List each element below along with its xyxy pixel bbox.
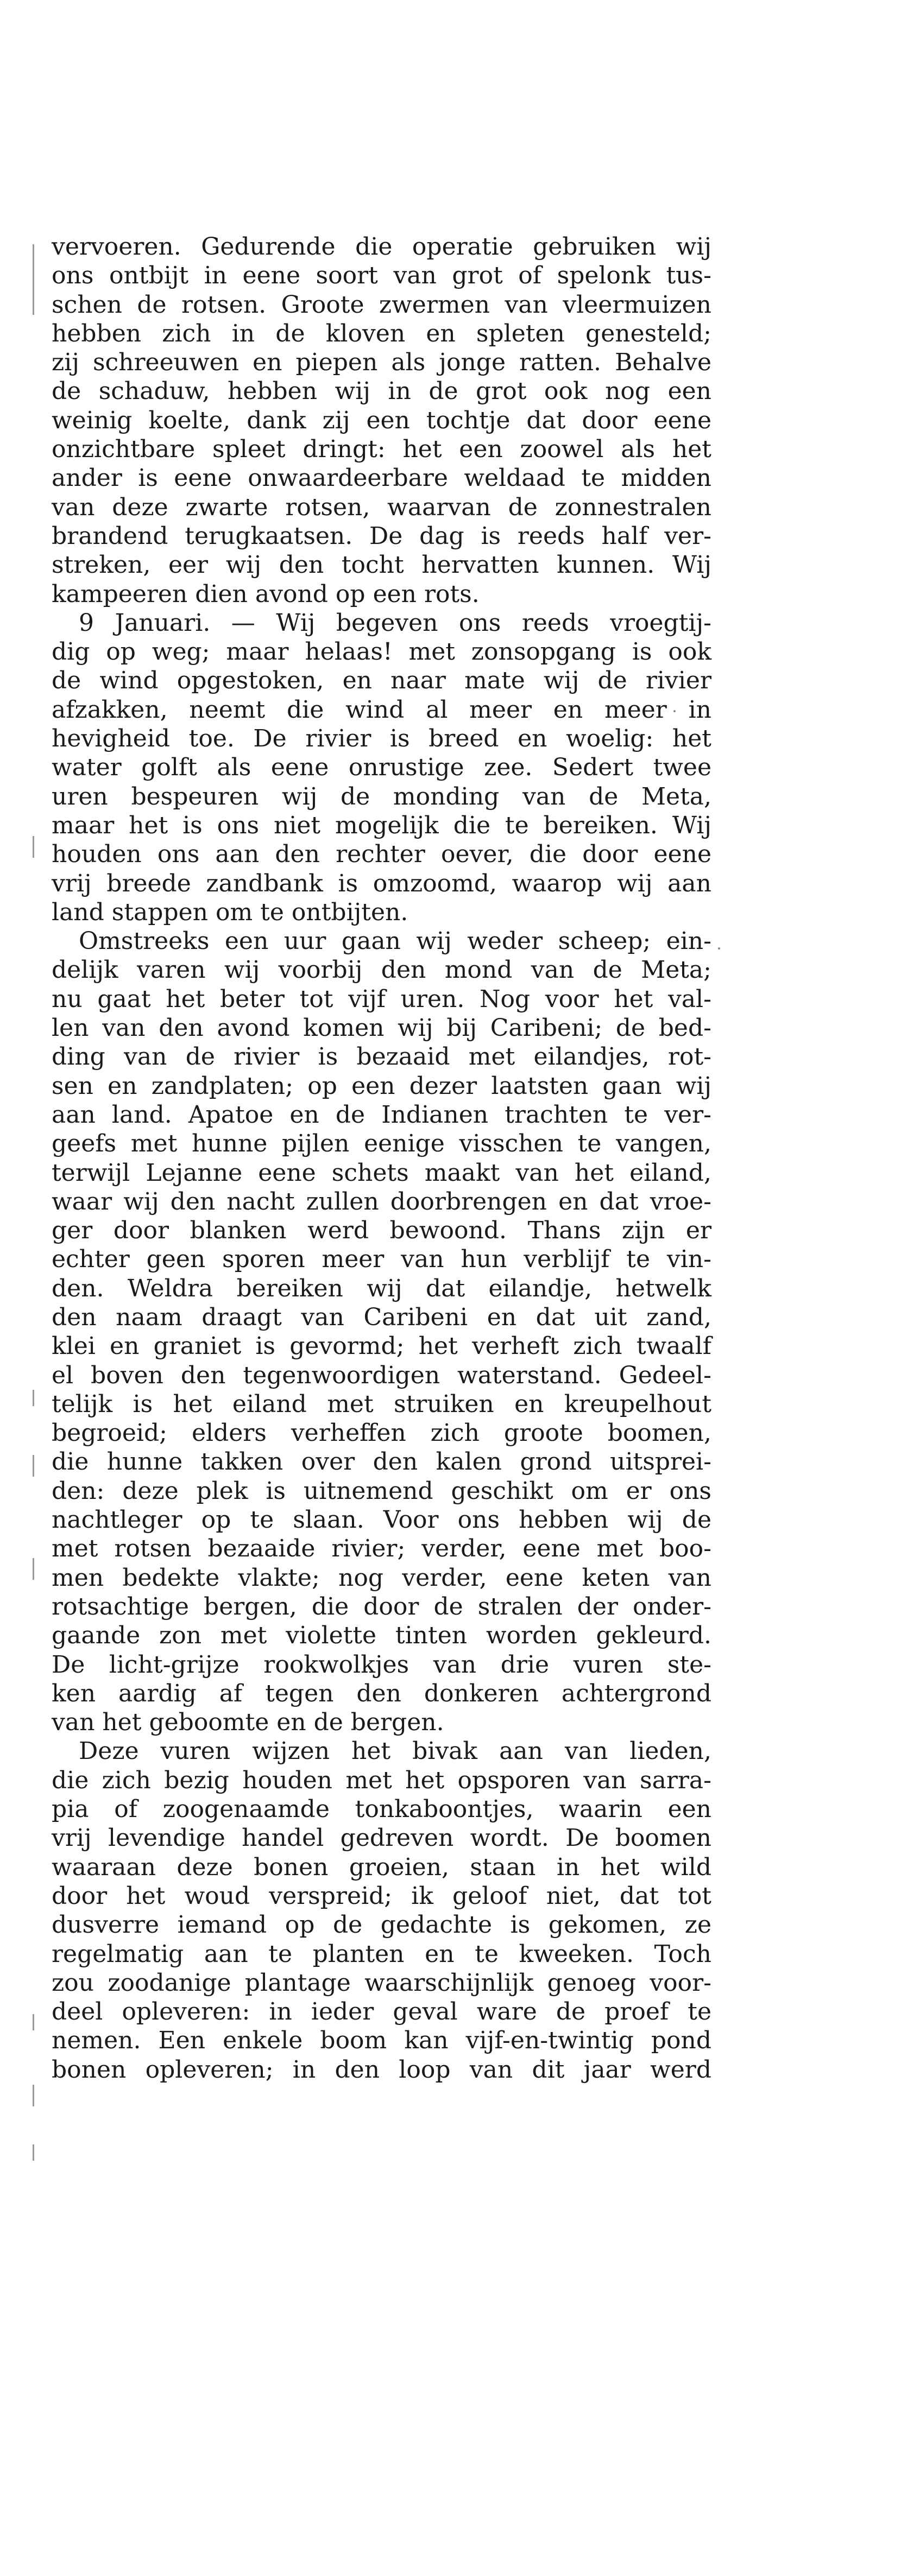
text-line: Omstreeks een uur gaan wij weder scheep; ein-: [79, 927, 711, 955]
text-line: Deze vuren wijzen het bivak aan van lieden,: [79, 1737, 711, 1765]
text-line: sen en zandplaten; op een dezer laatsten gaan wij: [52, 1072, 711, 1100]
text-line: ken aardig af tegen den donkeren achtergrond: [52, 1679, 711, 1707]
margin-mark: [33, 1390, 34, 1406]
text-line: den: deze plek is uitnemend geschikt om er ons: [52, 1477, 711, 1505]
text-line: deel opleveren: in ieder geval ware de proef te: [52, 1998, 711, 2026]
text-line: men bedekte vlakte; nog verder, eene keten van: [52, 1564, 711, 1592]
text-line: hebben zich in de kloven en spleten genesteld;: [52, 319, 711, 347]
text-line: ger door blanken werd bewoond. Thans zijn er: [52, 1217, 711, 1245]
text-line: vervoeren. Gedurende die operatie gebruiken wij: [52, 233, 711, 261]
text-line: de schaduw, hebben wij in de grot ook nog een: [52, 377, 711, 406]
text-line: regelmatig aan te planten en te kweeken. Toch: [52, 1940, 711, 1968]
text-line: gaande zon met violette tinten worden gekleurd.: [52, 1622, 711, 1650]
text-line: den. Weldra bereiken wij dat eilandje, hetwelk: [52, 1274, 711, 1302]
text-line: de wind opgestoken, en naar mate wij de rivier: [52, 667, 711, 695]
paragraph: [52, 1737, 711, 2084]
paragraph: [52, 609, 711, 927]
text-line: hevigheid toe. De rivier is breed en woelig: het: [52, 725, 711, 753]
text-line: nemen. Een enkele boom kan vijf-en-twintig pond: [52, 2027, 711, 2055]
text-line: uren bespeuren wij de monding van de Meta,: [52, 782, 711, 811]
text-line: ding van de rivier is bezaaid met eilandjes, rot-: [52, 1043, 711, 1071]
text-line: door het woud verspreid; ik geloof niet, dat tot: [52, 1882, 711, 1910]
text-line: terwijl Lejanne eene schets maakt van het eiland,: [52, 1159, 711, 1187]
text-line: met rotsen bezaaide rivier; verder, eene met boo-: [52, 1535, 711, 1563]
text-line: maar het is ons niet mogelijk die te bereiken. Wij: [52, 811, 711, 839]
text-line: geefs met hunne pijlen eenige visschen te vangen,: [52, 1130, 711, 1158]
text-line: streken, eer wij den tocht hervatten kunnen. Wij: [52, 551, 711, 579]
text-line: afzakken, neemt die wind al meer en meer in: [52, 695, 711, 724]
text-line: zij schreeuwen en piepen als jonge ratten. Behalve: [52, 349, 711, 377]
text-line: waar wij den nacht zullen doorbrengen en dat vroe-: [52, 1187, 711, 1216]
text-line: telijk is het eiland met struiken en kreupelhout: [52, 1390, 711, 1418]
margin-mark: [33, 836, 34, 858]
text-line: ander is eene onwaardeerbare weldaad te midden: [52, 464, 711, 492]
margin-mark: [33, 2085, 34, 2106]
text-line: van deze zwarte rotsen, waarvan de zonnestralen: [52, 493, 711, 521]
text-line: weinig koelte, dank zij een tochtje dat door eene: [52, 406, 711, 434]
text-line: land stappen om te ontbijten.: [52, 898, 408, 926]
text-line: kampeeren dien avond op een rots.: [52, 580, 480, 608]
text-line: bonen opleveren; in den loop van dit jaar werd: [52, 2055, 711, 2084]
text-line: brandend terugkaatsen. De dag is reeds half ver-: [52, 522, 711, 550]
text-line: echter geen sporen meer van hun verblijf te vin-: [52, 1245, 711, 1274]
text-line: die zich bezig houden met het opsporen van sarra-: [52, 1766, 711, 1794]
text-line: ons ontbijt in eene soort van grot of spelonk tus-: [52, 262, 711, 290]
text-line: De licht-grijze rookwolkjes van drie vuren ste-: [52, 1650, 711, 1679]
text-line: den naam draagt van Caribeni en dat uit zand,: [52, 1303, 711, 1331]
text-line: schen de rotsen. Groote zwermen van vleermuizen: [52, 290, 711, 319]
margin-mark: [33, 2144, 34, 2161]
margin-mark: [33, 244, 34, 315]
text-line: el boven den tegenwoordigen waterstand. Gedeel-: [52, 1361, 711, 1389]
text-line: rotsachtige bergen, die door de stralen der onder-: [52, 1592, 711, 1621]
text-line: aan land. Apatoe en de Indianen trachten te ver-: [52, 1100, 711, 1129]
margin-speck: [718, 947, 720, 950]
text-line: 9 Januari. — Wij begeven ons reeds vroegtij-: [79, 609, 711, 637]
paragraph: [52, 927, 711, 1737]
paragraph: [52, 232, 711, 609]
margin-mark: [33, 2014, 34, 2030]
text-line: vrij levendige handel gedreven wordt. De boomen: [52, 1824, 711, 1852]
margin-mark: [33, 1455, 34, 1477]
text-line: delijk varen wij voorbij den mond van de Meta;: [52, 956, 711, 984]
text-line: dusverre iemand op de gedachte is gekomen, ze: [52, 1911, 711, 1939]
text-line: dig op weg; maar helaas! met zonsopgang is ook: [52, 638, 711, 666]
text-line: nachtleger op te slaan. Voor ons hebben wij de: [52, 1506, 711, 1534]
text-line: begroeid; elders verheffen zich groote boomen,: [52, 1419, 711, 1447]
text-line: vrij breede zandbank is omzoomd, waarop wij aan: [52, 869, 711, 897]
text-line: waaraan deze bonen groeien, staan in het wild: [52, 1853, 711, 1881]
text-line: water golft als eene onrustige zee. Sedert twee: [52, 754, 711, 782]
text-line: die hunne takken over den kalen grond uitsprei-: [52, 1448, 711, 1476]
body-text: [52, 232, 711, 2084]
margin-mark: [33, 1558, 34, 1580]
text-line: van het geboomte en de bergen.: [52, 1708, 444, 1737]
text-line: houden ons aan den rechter oever, die door eene: [52, 840, 711, 869]
text-line: zou zoodanige plantage waarschijnlijk genoeg voor-: [52, 1969, 711, 1997]
text-line: onzichtbare spleet dringt: het een zoowel als het: [52, 435, 711, 464]
text-line: len van den avond komen wij bij Caribeni; de bed-: [52, 1014, 711, 1042]
text-line: nu gaat het beter tot vijf uren. Nog voor het val-: [52, 985, 711, 1013]
text-line: pia of zoogenaamde tonkaboontjes, waarin een: [52, 1795, 711, 1824]
text-line: klei en graniet is gevormd; het verheft zich twaalf: [52, 1332, 711, 1360]
